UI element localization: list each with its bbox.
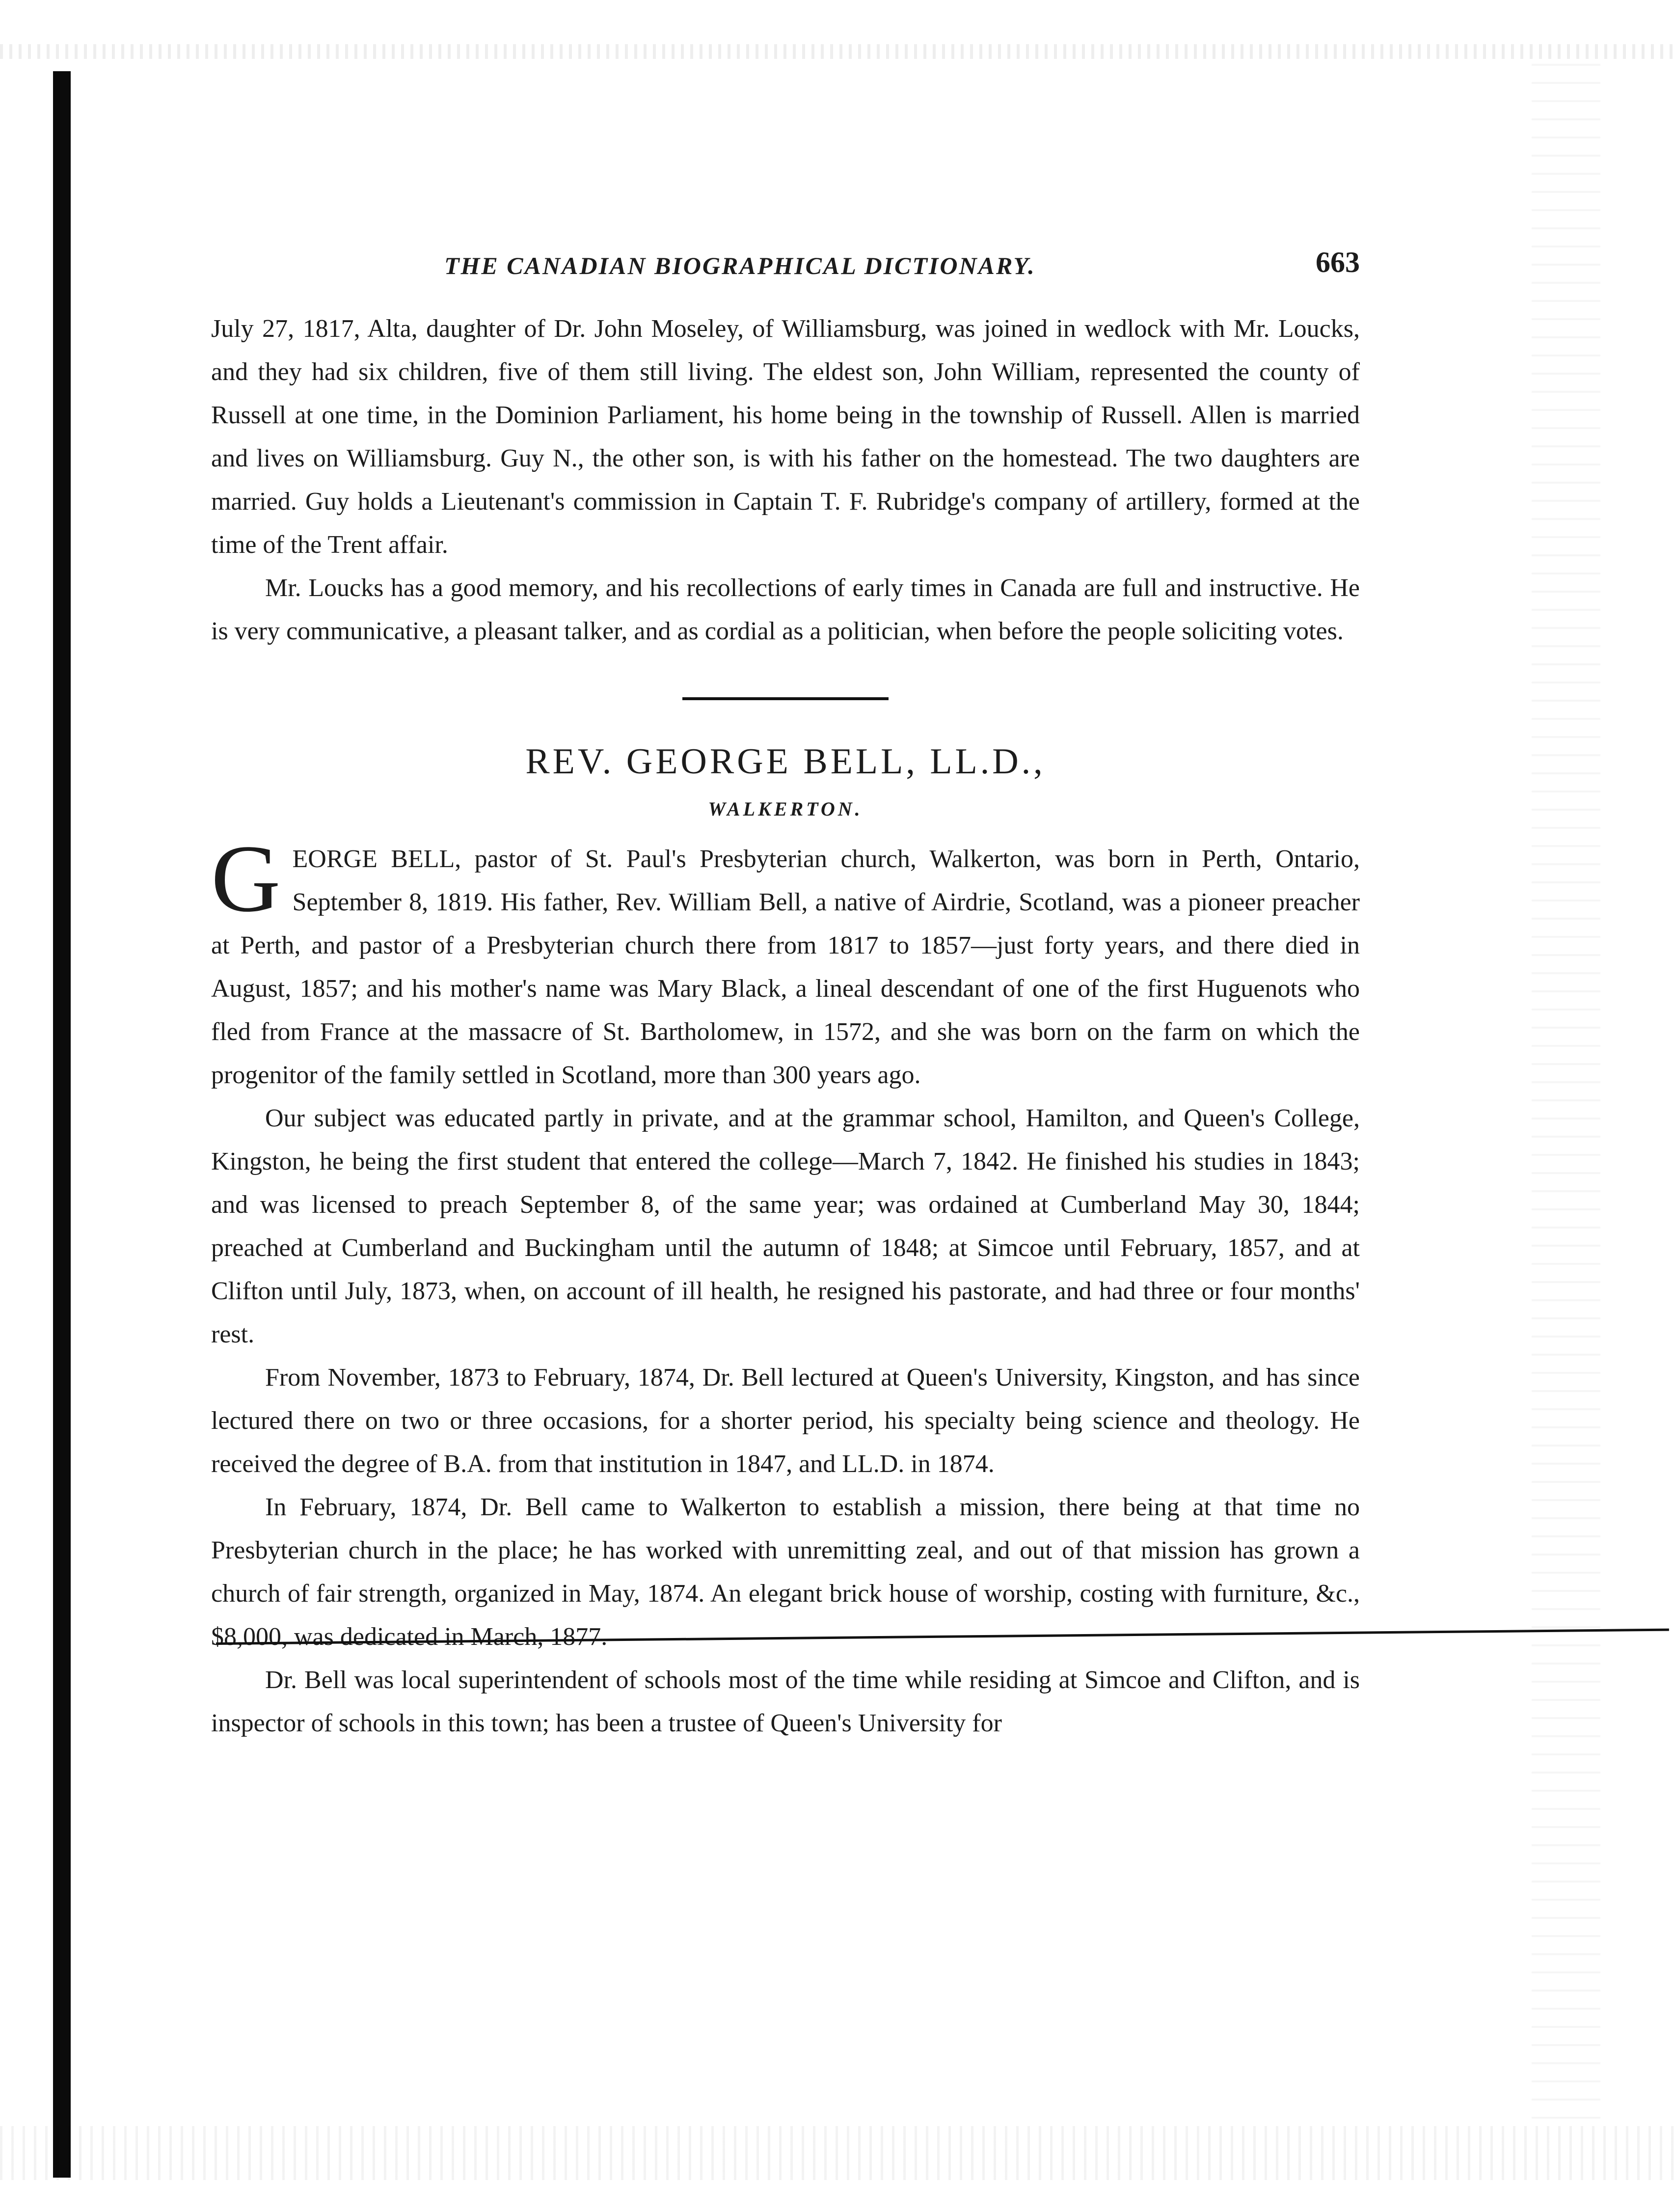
- page-number: 663: [1316, 246, 1360, 278]
- paragraph: From November, 1873 to February, 1874, Dr. Bell lectured at Queen's University, Kingston, and has since lectured there on two or three occasions, for a shorter period, his specialty being science and theology. He received the degree of B.A. from that institution in 1847, and LL.D. in 1874.: [211, 1364, 1360, 1478]
- section-divider: [682, 697, 889, 700]
- running-title: THE CANADIAN BIOGRAPHICAL DICTIONARY.: [444, 252, 1036, 279]
- drop-cap: G: [211, 825, 281, 932]
- paragraph: July 27, 1817, Alta, daughter of Dr. John Moseley, of Williamsburg, was joined in wedlock with Mr. Loucks, and they had six children, five of them still living. The eldest son, John William, represented the county of Russell at one time, in the Dominion Parliament, his home being in the township of Russell. Allen is married and lives on Williamsburg. Guy N., the other son, is with his father on the homestead. The two daughters are married. Guy holds a Lieutenant's commission in Captain T. F. Rubridge's company of artillery, formed at the time of the Trent affair.: [211, 315, 1360, 559]
- scan-noise-bottom: [0, 2126, 1674, 2180]
- running-head: [211, 246, 1360, 290]
- lead-paragraph: [211, 825, 1360, 1097]
- paragraph: Dr. Bell was local superintendent of schools most of the time while residing at Simcoe and Clifton, and is inspector of schools in this town; has been a trustee of Queen's University for: [211, 1666, 1360, 1737]
- binding-shadow: [53, 71, 71, 2178]
- scan-noise-top: [0, 44, 1674, 59]
- previous-article-ending: [211, 307, 1360, 653]
- paragraph: Mr. Loucks has a good memory, and his recollections of early times in Canada are full and instructive. He is very communicative, a pleasant talker, and as cordial as a politician, when before the people soliciting votes.: [211, 574, 1360, 645]
- article-heading: REV. GEORGE BELL, LL.D.,: [525, 741, 1046, 782]
- paragraph: Our subject was educated partly in private, and at the grammar school, Hamilton, and Queen's College, Kingston, he being the first student that entered the college—March 7, 1842. He finished his studies in 1843; and was licensed to preach September 8, of the same year; was ordained at Cumberland May 30, 1844; preached at Cumberland and Buckingham until the autumn of 1848; at Simcoe until February, 1857, and at Clifton until July, 1873, when, on account of ill health, he resigned his pastorate, and had three or four months' rest.: [211, 1104, 1360, 1348]
- lead-text: EORGE BELL, pastor of St. Paul's Presbyterian church, Walkerton, was born in Perth, Ontario, September 8, 1819. His father, Rev. William Bell, a native of Airdrie, Scotland, was a pioneer preacher at Perth, and pastor of a Presbyterian church there from 1817 to 1857—just forty years, and there died in August, 1857; and his mother's name was Mary Black, a lineal descendant of one of the first Huguenots who fled from France at the massacre of St. Bartholomew, in 1572, and she was born on the farm on which the progenitor of the family settled in Scotland, more than 300 years ago.: [211, 845, 1360, 1089]
- paragraph: In February, 1874, Dr. Bell came to Walkerton to establish a mission, there being at that time no Presbyterian church in the place; he has worked with unremitting zeal, and out of that mission has grown a church of fair strength, organized in May, 1874. An elegant brick house of worship, costing with furniture, &c., $8,000, was dedicated in March, 1877.: [211, 1493, 1360, 1651]
- article-body: [211, 825, 1360, 1745]
- text-column: [211, 246, 1360, 1745]
- scan-noise-right: [1532, 64, 1600, 2126]
- article-location: WALKERTON.: [708, 798, 863, 820]
